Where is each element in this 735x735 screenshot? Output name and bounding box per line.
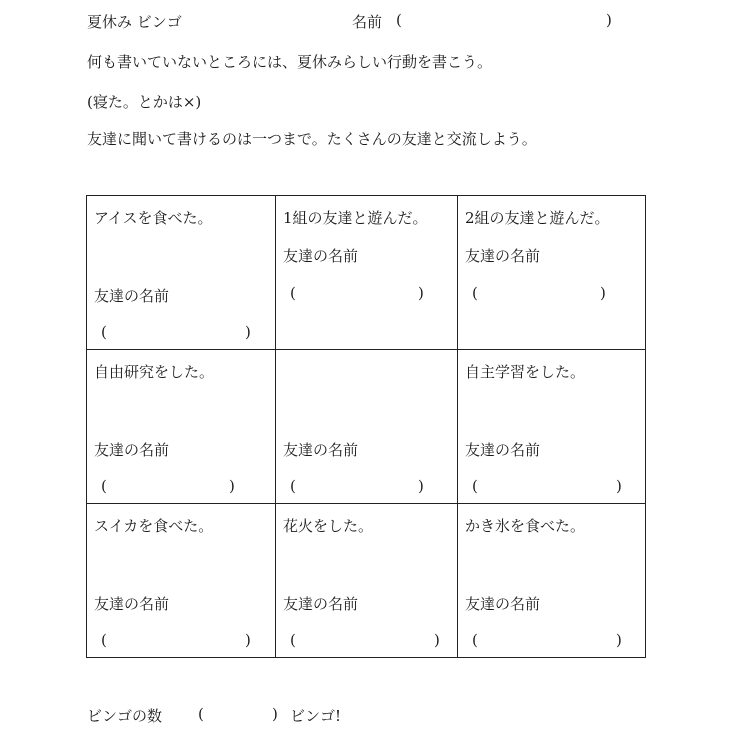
friend-paren-close: ) (418, 284, 424, 302)
bingo-cell-fireworks (276, 504, 458, 658)
friend-paren-open: ( (472, 477, 478, 495)
bingo-row-2 (87, 350, 646, 504)
friend-name-label: 友達の名前 (283, 441, 359, 459)
bingo-cell-watermelon (87, 504, 276, 658)
cell-title: 自由研究をした。 (94, 363, 215, 381)
page-title: 夏休み ビンゴ (87, 13, 182, 31)
bingo-cell-free (276, 350, 458, 504)
name-label: 名前 (352, 13, 383, 31)
bingo-count-paren-open: ( (198, 705, 204, 723)
friend-paren-open: ( (472, 284, 478, 302)
friend-paren-close: ) (245, 323, 251, 341)
instruction-line-3: 友達に聞いて書けるのは一つまで。たくさんの友達と交流しよう。 (87, 130, 537, 148)
bingo-cell-research (87, 350, 276, 504)
bingo-count-paren-close: ) (272, 705, 278, 723)
friend-paren-close: ) (229, 477, 235, 495)
friend-paren-open: ( (101, 323, 107, 341)
friend-name-label: 友達の名前 (94, 595, 170, 613)
friend-paren-close: ) (616, 631, 622, 649)
cell-title: 1組の友達と遊んだ。 (283, 209, 428, 227)
cell-title: 2組の友達と遊んだ。 (465, 209, 610, 227)
instruction-line-1: 何も書いていないところには、夏休みらしい行動を書こう。 (87, 53, 493, 71)
cell-title: アイスを食べた。 (94, 209, 213, 227)
friend-paren-close: ) (434, 631, 440, 649)
friend-paren-close: ) (245, 631, 251, 649)
bingo-count-suffix: ビンゴ! (290, 707, 342, 725)
bingo-cell-self-study (458, 350, 646, 504)
bingo-row-3 (87, 504, 646, 658)
cell-title: かき氷を食べた。 (465, 517, 586, 535)
name-paren-open: ( (396, 11, 402, 29)
friend-name-label: 友達の名前 (465, 247, 541, 265)
friend-paren-open: ( (101, 631, 107, 649)
friend-paren-close: ) (616, 477, 622, 495)
bingo-cell-class2 (458, 196, 646, 350)
friend-name-label: 友達の名前 (283, 595, 359, 613)
friend-name-label: 友達の名前 (283, 247, 359, 265)
bingo-row-1 (87, 196, 646, 350)
friend-paren-close: ) (418, 477, 424, 495)
friend-paren-open: ( (290, 631, 296, 649)
bingo-count-label: ビンゴの数 (87, 707, 163, 725)
friend-paren-open: ( (290, 284, 296, 302)
cell-title: 自主学習をした。 (465, 363, 586, 381)
cell-title: スイカを食べた。 (94, 517, 214, 535)
instruction-line-2: (寝た。とかは×) (87, 93, 202, 111)
cell-title: 花火をした。 (283, 517, 374, 535)
bingo-cell-ice (87, 196, 276, 350)
bingo-cell-shaved-ice (458, 504, 646, 658)
friend-paren-open: ( (472, 631, 478, 649)
friend-paren-open: ( (101, 477, 107, 495)
friend-name-label: 友達の名前 (465, 441, 541, 459)
bingo-cell-class1 (276, 196, 458, 350)
friend-paren-close: ) (600, 284, 606, 302)
friend-name-label: 友達の名前 (465, 595, 541, 613)
friend-paren-open: ( (290, 477, 296, 495)
friend-name-label: 友達の名前 (94, 441, 170, 459)
friend-name-label: 友達の名前 (94, 287, 170, 305)
bingo-grid (86, 195, 646, 658)
name-paren-close: ) (606, 11, 612, 29)
